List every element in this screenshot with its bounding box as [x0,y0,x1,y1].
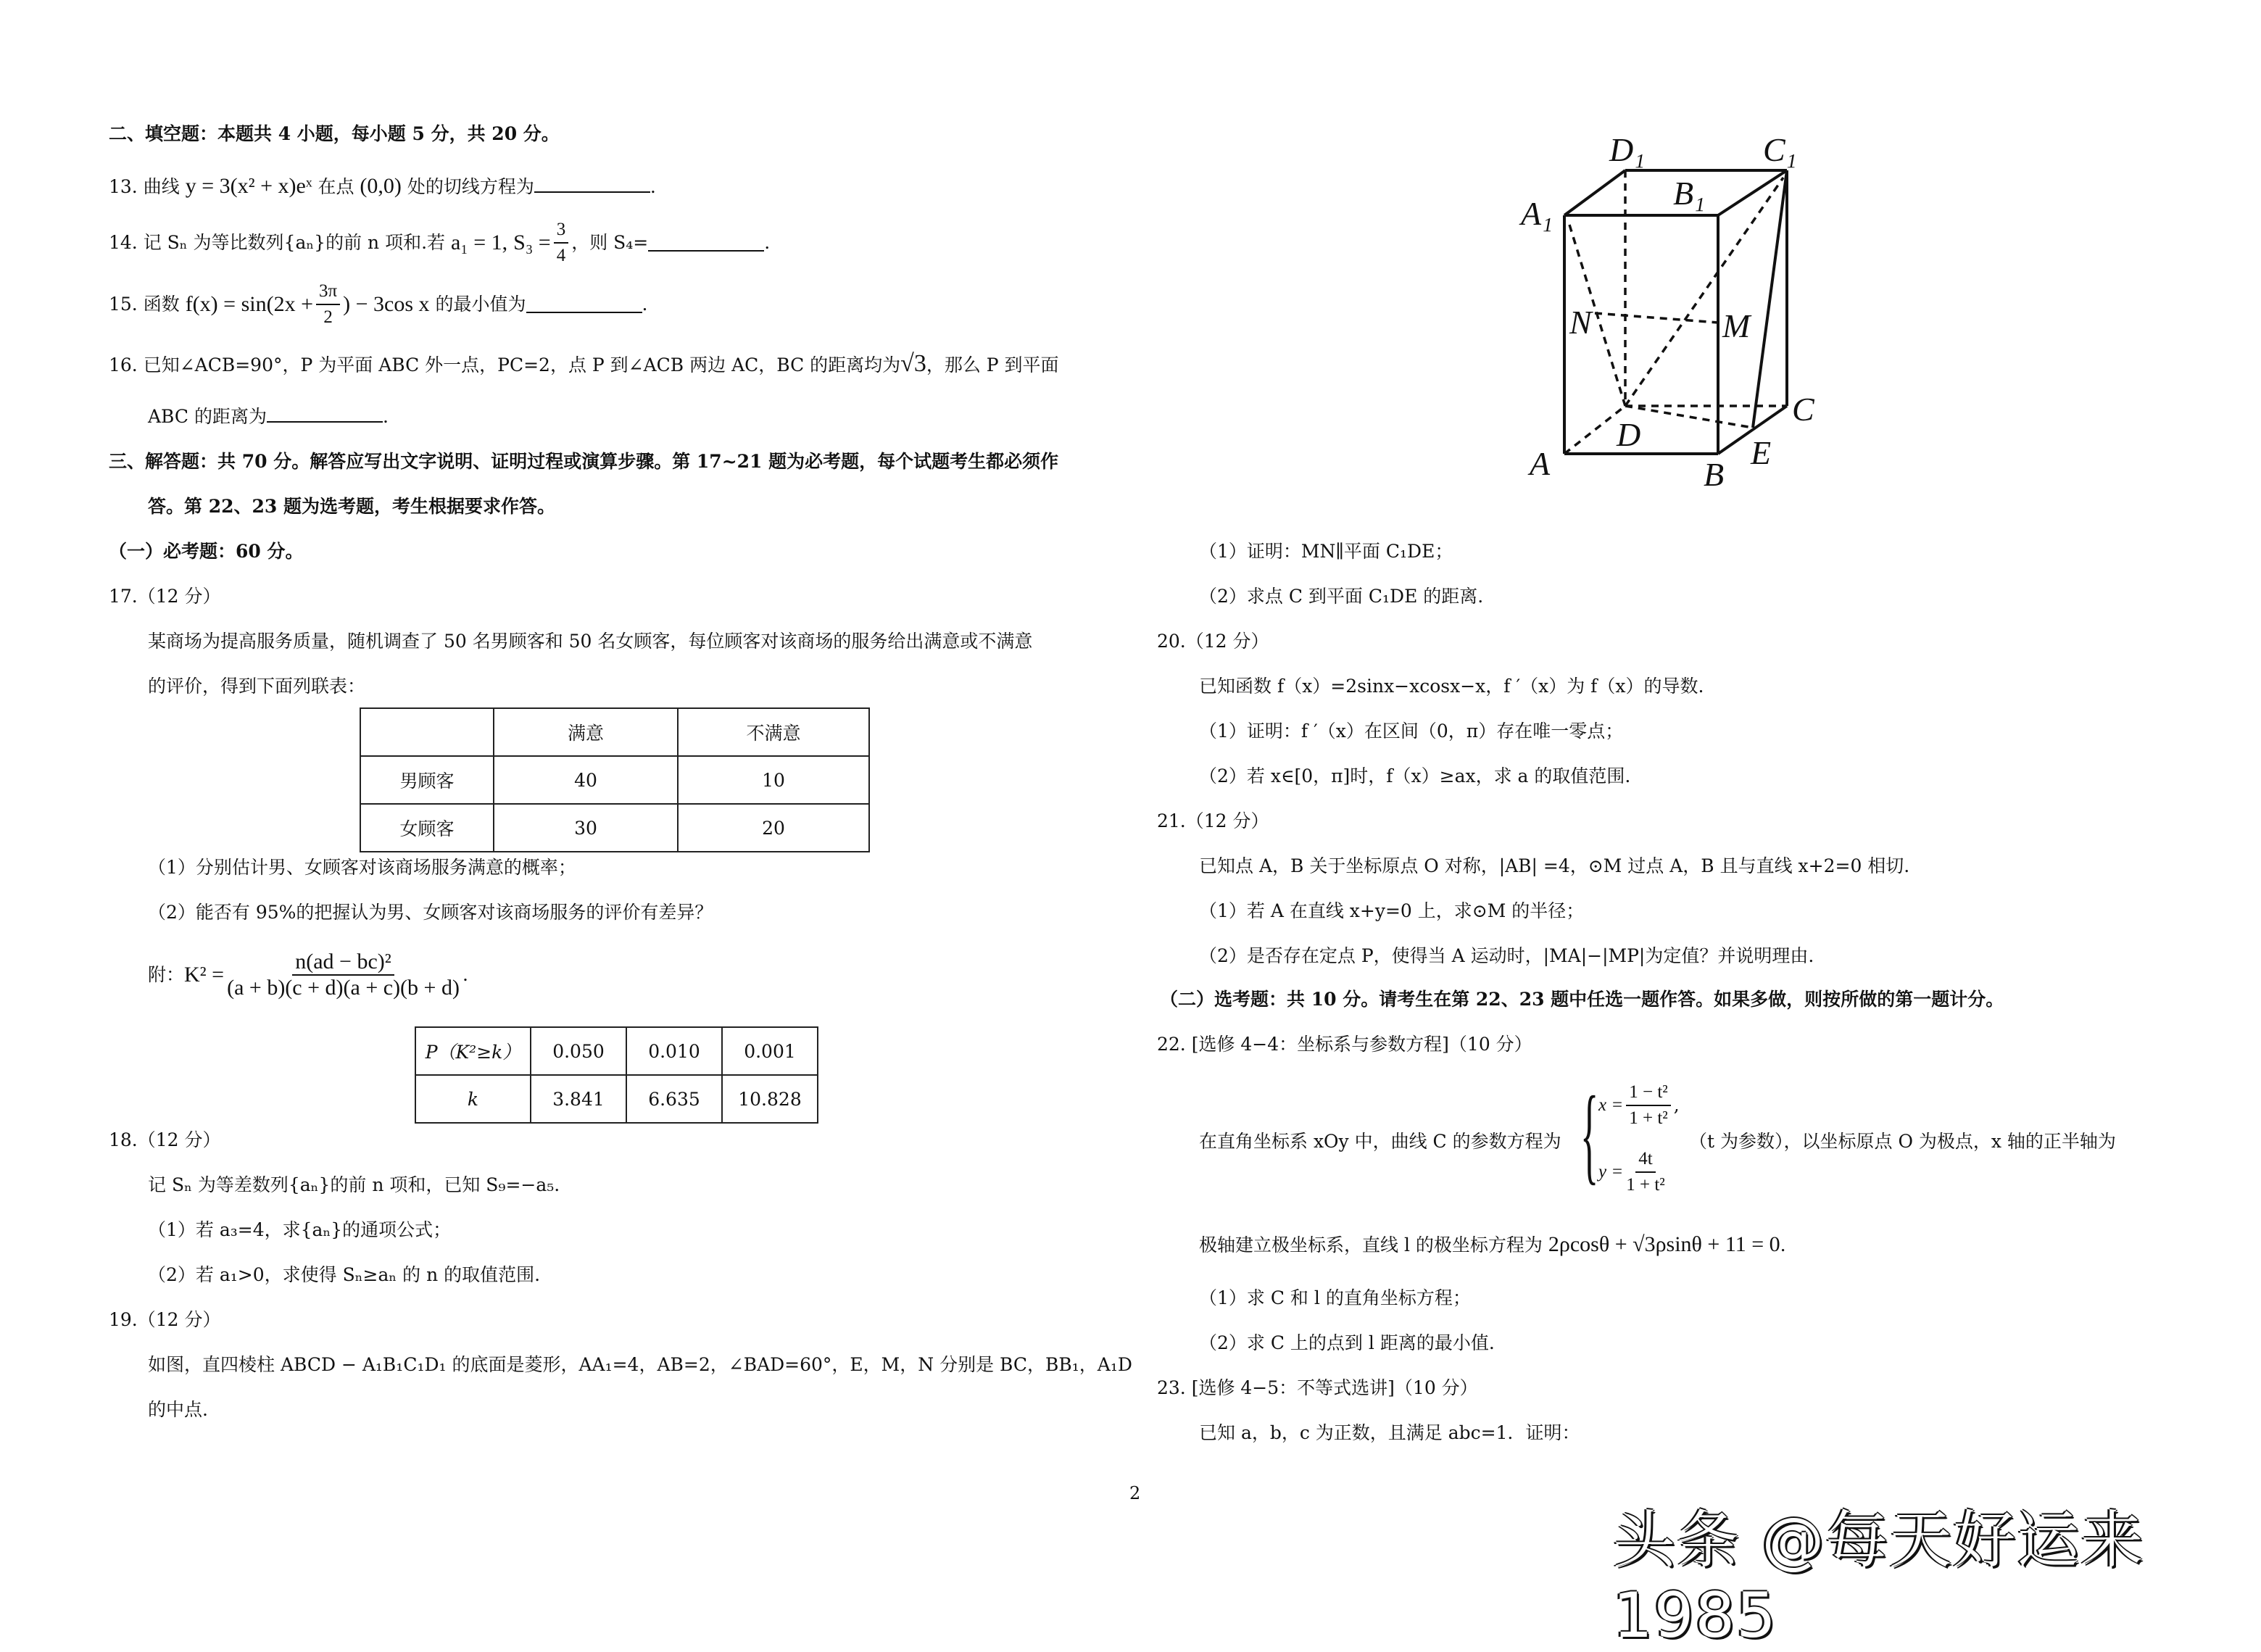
q22-body-cont: 极轴建立极坐标系，直线 l 的极坐标方程为 2ρcosθ + √3ρsinθ + 11 = 0. [1199,1232,1786,1256]
label-N: N [1569,304,1592,341]
q22-part2: （2）求 C 上的点到 l 距离的最小值. [1199,1332,1495,1353]
q18-body: 记 Sₙ 为等差数列{aₙ}的前 n 项和，已知 S₉=−a₅. [148,1174,560,1195]
label-B1: B₁ [1673,175,1706,212]
page-number: 2 [1129,1483,1141,1503]
table-header-row: 满意 不满意 [360,708,869,756]
label-B: B [1704,456,1725,493]
q19-body-cont: 的中点. [148,1399,208,1420]
q22-part1: （1）求 C 和 l 的直角坐标方程； [1199,1287,1471,1308]
q20-title: 20.（12 分） [1157,631,1269,652]
q19-title: 19.（12 分） [109,1309,221,1330]
label-A: A [1530,445,1551,482]
q17-body-cont: 的评价，得到下面列联表： [148,676,366,697]
left-brace: { [1580,1074,1599,1195]
prism-figure [1508,116,1914,522]
question-16-cont: ABC 的距离为 . [148,406,389,427]
section3-heading: 三、解答题：共 70 分。解答应写出文字说明、证明过程或演算步骤。第 17~21 题为必考题，每个试题考生都必须作 [109,451,1059,472]
question-13: 13. 曲线 y = 3(x² + x)eˣ 在点 (0,0) 处的切线方程为 . [109,174,656,198]
label-A1: A₁ [1521,195,1553,232]
label-C1: C₁ [1763,131,1797,168]
q17-title: 17.（12 分） [109,586,221,607]
q18-part2: （2）若 a₁>0，求使得 Sₙ≥aₙ 的 n 的取值范围. [148,1264,541,1285]
q18-title: 18.（12 分） [109,1129,221,1150]
label-D: D [1617,416,1641,453]
critical-value-table [415,1026,818,1124]
table-row: 男顾客 40 10 [360,756,869,804]
q20-part2: （2）若 x∈[0，π]时，f（x）≥ax，求 a 的取值范围. [1199,765,1631,786]
q17-part1: （1）分别估计男、女顾客对该商场服务满意的概率； [148,857,576,878]
param-x: x = $\frac{\text{1 − t²}}{\text{1 + t²}}$ , [1598,1080,1680,1131]
table-row: 女顾客 30 20 [360,804,869,852]
q23-title: 23. [选修 4−5：不等式选讲]（10 分） [1157,1377,1478,1398]
required-heading: （一）必考题：60 分。 [109,541,304,562]
k2-formula: 附： K² = $\frac{\text{n(ad − bc)²}}{(a + b)(c + d)(a + c)(b + d)}$ . [148,950,468,1000]
answer-blank[interactable] [534,175,650,193]
answer-blank[interactable] [526,296,642,313]
label-E: E [1751,434,1772,471]
optional-heading: （二）选考题：共 10 分。请考生在第 22、23 题中任选一题作答。如果多做，则按所做的第一题计分。 [1160,989,2004,1010]
q21-part1: （1）若 A 在直线 x+y=0 上，求⊙M 的半径； [1199,900,1585,921]
q19-part1: （1）证明：MN∥平面 C₁DE； [1199,541,1453,562]
section2-heading: 二、填空题：本题共 4 小题，每小题 5 分，共 20 分。 [109,123,560,144]
watermark: 头条 @每天好运来1985 [1613,1504,2145,1652]
q18-part1: （1）若 a₃=4，求{aₙ}的通项公式； [148,1219,452,1240]
contingency-table [360,707,870,852]
q21-title: 21.（12 分） [1157,810,1269,831]
q22-title: 22. [选修 4−4：坐标系与参数方程]（10 分） [1157,1034,1532,1055]
label-C: C [1792,391,1814,428]
table-row: P（K²≥k） 0.050 0.010 0.001 [415,1027,818,1075]
section3-heading-cont: 答。第 22、23 题为选考题，考生根据要求作答。 [148,496,555,517]
question-16: 16. 已知∠ACB=90°，P 为平面 ABC 外一点，PC=2，点 P 到∠ACB 两边 AC，BC 的距离均为√3，那么 P 到平面 [109,350,1059,377]
param-y: y = $\frac{4t}{\text{1 + t²}}$ [1598,1147,1668,1198]
k2-fraction: $\frac{\text{n(ad − bc)²}}{(a + b)(c + d)(a + c)(b + d)}$ [227,950,460,1000]
q21-part2: （2）是否存在定点 P，使得当 A 运动时，|MA|−|MP|为定值？并说明理由. [1199,945,1814,966]
q17-body: 某商场为提高服务质量，随机调查了 50 名男顾客和 50 名女顾客，每位顾客对该商场的服务给出满意或不满意 [148,631,1033,652]
q13-formula: y = 3(x² + x)eˣ [185,174,312,198]
q19-body: 如图，直四棱柱 ABCD − A₁B₁C₁D₁ 的底面是菱形，AA₁=4，AB=2，∠BAD=60°，E，M，N 分别是 BC，BB₁，A₁D [148,1354,1132,1375]
question-14: 14. 记 Sₙ 为等比数列{aₙ}的前 n 项和.若 a₁ = 1, S₃ = $\frac{3}{4}$ ，则 S₄= . [109,217,770,268]
label-D1: D₁ [1609,131,1646,168]
q22-body-post: （t 为参数），以坐标原点 O 为极点，x 轴的正半轴为 [1689,1131,2116,1152]
label-M: M [1722,307,1751,344]
table-row: k 3.841 6.635 10.828 [415,1075,818,1123]
q20-body: 已知函数 f（x）=2sinx−xcosx−x，f ′（x）为 f（x）的导数. [1199,676,1704,697]
q19-part2: （2）求点 C 到平面 C₁DE 的距离. [1199,586,1484,607]
fraction-3pi-2: $\frac{3\pi}{2}$ [316,279,340,330]
q23-body: 已知 a，b，c 为正数，且满足 abc=1．证明： [1199,1422,1580,1443]
q17-part2: （2）能否有 95%的把握认为男、女顾客对该商场服务的评价有差异？ [148,902,713,923]
question-15: 15. 函数 f(x) = sin(2x + $\frac{3\pi}{2}$ ) − 3cos x 的最小值为 . [109,279,647,330]
fraction-3-4: $\frac{3}{4}$ [554,217,569,268]
answer-blank[interactable] [648,234,764,252]
q21-body: 已知点 A，B 关于坐标原点 O 对称，|AB| =4，⊙M 过点 A，B 且与直线 x+2=0 相切. [1199,855,1910,876]
q20-part1: （1）证明：f ′（x）在区间（0，π）存在唯一零点； [1199,721,1624,742]
polar-equation: 2ρcosθ + √3ρsinθ + 11 = 0 [1548,1232,1780,1256]
q22-body: 在直角坐标系 xOy 中，曲线 C 的参数方程为 [1199,1131,1561,1152]
answer-blank[interactable] [267,405,383,423]
